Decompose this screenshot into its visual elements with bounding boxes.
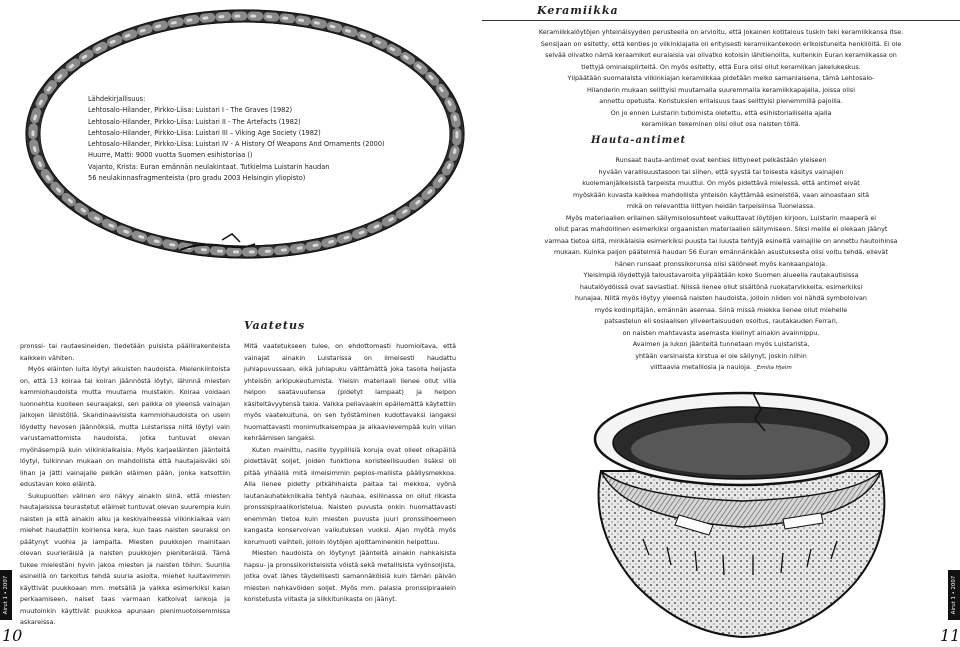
header-rule bbox=[482, 20, 960, 21]
text-line: ollut paras mahdollinen esimerkiksi orgaanisten materiaalien säilymiseen. Siksi meille ei olekaan jäänyt bbox=[554, 225, 888, 233]
text-line-end: viittaavia metalliosia ja nauloja. bbox=[650, 363, 752, 371]
issue-tab bbox=[948, 570, 960, 620]
text-line: yhtään varsinaista kirstua ei ole säilynyt, joskin niihin bbox=[635, 351, 807, 360]
paragraph: Mitä vaatetukseen tulee, on ehdottomasti huomioitava, että vainajat ainakin Luistarissa on ilmeisesti haudattu juhlapuvussaan, eikä juhlapuku välttämättä joka tasolla heijasta yhteisön arkipukeutumista. Yleisin materiaali lienee ollut villa helpon saatavuutensa (pidetyt lampaat) ja helpon käsiteltävyytensä takia. Vaikka pellavaakin epäilemättä käytettiin myös vaatekuituna, on sen työstäminen kudottavaksi langaksi huomattavasti monimutkaisempaa ja aikaavievempää kuin villan kehräämisen langaksi. bbox=[244, 342, 456, 442]
reference-line: Lehtosalo-Hilander, Pirkko-Liisa: Luistari IV - A History Of Weapons And Ornaments (2000) bbox=[88, 140, 385, 149]
text-line: Myös materiaalien erilainen säilymisolosuhteet vaikuttavat löytöjen kirjoon, Luistarin maaperä ei bbox=[565, 213, 877, 222]
issue-label: Airut 1 • 2007 bbox=[951, 575, 957, 615]
text-line: Keramiikkalöytöjen yhteinäisyyden perusteella on arvioitu, että jokainen kotitalous tuskin teki keramiikkansa itse. bbox=[538, 28, 904, 36]
issue-tab bbox=[0, 570, 12, 620]
clay-pot-illustration bbox=[583, 379, 898, 644]
issue-label: Airut 1 • 2007 bbox=[3, 575, 9, 615]
text-line: keramiikan tekeminen olisi ollut osa naisten töitä. bbox=[641, 120, 801, 128]
text-line: kuolemanjälkeisistä tarpeista muuttui. On myös pidettävä mielessä, että antimet eivät bbox=[582, 179, 860, 187]
text-line: Hilanderin mukaan selittyisi muutamalla suuremmalla keramiikkapajalla, joissa olisi bbox=[587, 85, 855, 94]
text-line: selvää olivatko nämä keraamikot euralaisia vai olivatko kotoisin lähitienoilta, kuitenkin Euran keramiikassa on bbox=[545, 51, 897, 59]
text-line: Yleisimpiä löydettyjä taloustavaroita ylipäätään koko Suomen alueella rautakautisissa bbox=[583, 271, 859, 279]
text-line: hautalöydöissä ovat saviastiat. Niissä lienee ollut sisältönä ruokatarvikkeita, esimerkiksi bbox=[579, 282, 863, 291]
paragraph: Miesten haudoista on löytynyt jäänteitä ainakin nahkaisista hapsu- ja pronssikoristeisista vöistä sekä metallisista vyönsoljista, jotka ovat lähes täydellisesti samannäköisiä kuin tämän päivän miesten nahkavöiden soljet. Myös mm. palasia pronssipiraalein koristetusta viitasta ja silkkitunikasta on jäänyt. bbox=[244, 549, 456, 603]
text-line: annettu opetusta. Koristuksien erilaisuus taas selittyisi pienemmillä pajoilla. bbox=[599, 97, 843, 105]
text-line: myöskään kuvasta kaikkea mahdollista yhteisön käyttämää esineistöä, vaan ainoastaan sitä bbox=[572, 190, 870, 199]
text-line: on naisten mahtavasta asemasta kielinyt ainakin avainnippu. bbox=[622, 328, 820, 337]
text-line: varmaa tietoa siitä, minkälaisia esimerkiksi puusta tai luusta tehtyjä esineitä vainajille on annettu hautoihinsa bbox=[544, 236, 898, 245]
text-line: Runsaat hauta-antimet ovat kenties liittyneet pelkästään yleiseen bbox=[615, 156, 827, 164]
paragraph: pronssi- tai rautaesineiden, tiedetään puisista päällirakenteista kaikkein vähiten. bbox=[20, 342, 230, 362]
page-number: 10 bbox=[2, 626, 23, 645]
text-line: hunajaa. Niitä myös löytyy yleensä naisten haudoista, jolloin niiden voi nähdä symboloivan bbox=[575, 294, 867, 302]
author-signature: _Emilia Hjelm bbox=[753, 365, 792, 371]
antimet-paragraph bbox=[482, 155, 960, 375]
reference-line: Lehtosalo-Hilander, Pirkko-Liisa: Luistari II - The Artefacts (1982) bbox=[88, 117, 301, 126]
section-title-vaatetus: Vaatetus bbox=[244, 319, 306, 332]
text-column-1 bbox=[20, 341, 230, 629]
paragraph: Myös eläinten luita löytyi aikuisten haudoista. Mielenkiintoista on, että 13 koiraa tai koiran jäännöstä löytyi, lähinnä miesten kammiohaudoista mutta muutama muistakin. Koiraa voidaan luonnehtia kuolleen seuraajaksi, sen paikka oli yleensä vainajan jalkojen lähistöllä. Skandinaavisista kammiohaudoista on usein löydetty hevosen jäännöksiä, mutta Luistarissa niitä löytyi vain varustamattomista haudoista, jotka tuntuvat olevan myöhäsempiä kuin viikinkiaikaisia. Myös karjaeläinten jäänteitä löytyi, tulkinnan mukaan on mahdollista että hautajaisväki söi lihan ja jätti vainajalle pelkän eläimen pään, jonka katsottiin edustavan koko eläintä. bbox=[20, 365, 230, 488]
reference-line: 56 neulakinnasfragmenteista (pro gradu 2003 Helsingin yliopisto) bbox=[88, 174, 306, 183]
reference-line: Huurre, Matti: 9000 vuotta Suomen esihistoriaa () bbox=[88, 151, 253, 160]
text-line: mikä on relevanttia liittyen heidän tarpeisiinsa Tuonelassa. bbox=[626, 202, 816, 210]
text-line: On jo ennen Luistarin tutkimista oletettu, että esihistoriallisella ajalla bbox=[610, 108, 832, 117]
text-line: tiettyjä ominaispiirteitä. On myös esitetty, että Eura olisi ollut keramiikan jakelukeskus. bbox=[581, 62, 861, 71]
text-column-2 bbox=[244, 341, 456, 606]
text-line: Sensijaan on esitetty, että kenties jo viikinkiajalla oli erityisesti keramiikantekoon erikoistuneita henkilöitä. Ei ole bbox=[540, 39, 902, 48]
section-title-hauta-antimet: Hauta-antimet bbox=[591, 135, 687, 146]
paragraph: Kuten mainittu, nasille tyypillisiä koruja ovat olleet olkapäillä pidettävät soljet, joiden funktiona koristeellisuuden lisäksi oli pitää ylhäällä mitä ilmeisimmin peplos-mallista päällysmekkoa. Alla lienee pidetty pitkähihaista paitaa tai mekkoa, vyönä lautanauhatekniikalla tehtyä nauhaa, esiliinassa on ollut rikasta pronssispiraalikoristelua. Naisten puvusta onkin huomattavasti enemmän tietoa kuin miesten puvusta juuri pronssihoemeen kangasta konservoivan vaikutuksen vuoksi. Ajan myötä myös korumuoti vaihteli, jolloin löytöjen ajoittaminenkin helpottuu. bbox=[244, 445, 456, 546]
reference-line: Lehtosalo-Hilander, Pirkko-Liisa: Luistari III – Viking Age Society (1982) bbox=[88, 128, 321, 137]
intro-paragraph bbox=[482, 27, 960, 131]
paragraph: Sukupuolten välinen ero näkyy ainakin siinä, että miesten hautajaisissa teurastetut eläimet tuntuvat olevan suurempia kuin naisten ja että ainakin alku ja keskivaiheessa viikinkiaikaa vain miehet haudattiin koiriensa kera, kun taas naisten seuraksi on päätynyt vuohia ja lampaita. Miesten puukkojen mainitaan olevan suurieräisiä ja naisten puukkojen pieniteräisiä. Tämä tukee mielestäni hyvin jakoa miesten ja naisten töihin. Suurilla esineillä on tarkoitus tehdä suuria asioita, miehet luultavimmin käyttivät puukkoaan mm. metsällä ja vaikka esimerkiksi kalan perkaamiseen, naiset taas varmaan katkoivat lankoja ja muutoinkin käyttivät puukkoa apunaan pienimuotoisemmissa askareissa. bbox=[20, 491, 230, 626]
page-number: 11 bbox=[940, 626, 960, 645]
text-line: Avaimen ja lukon jäänteitä tunnetaan myös Luistarista, bbox=[632, 340, 810, 348]
text-line: hänen runsaat pronssikorunsa olisi säilöneet myös kankaanpaloja. bbox=[614, 259, 828, 268]
reference-heading: Lähdekirjallisuus: bbox=[88, 95, 146, 103]
text-line bbox=[482, 362, 960, 375]
text-line: mukaan. Kuinka paljon päätelmiä haudan 56 Euran emännänkään asustuksesta olisi voitu tehdä, ellevät bbox=[554, 248, 888, 256]
header-title: Keramiikka bbox=[537, 4, 619, 17]
text-line: myös kodinpitäjän, emännän asemaa. Siinä missä miekka lienee ollut miehelle bbox=[594, 305, 848, 314]
reference-list bbox=[88, 94, 388, 184]
text-line: Ylipäätään suomalaista viikinkiajan keramiikkaa pidetään melko samanlaisena, tämä Lehtosalo- bbox=[567, 74, 875, 82]
left-page bbox=[0, 0, 478, 647]
text-line: patsastelun eli sosiaalisen yliveertaisuuden osoitus, rautakauden Ferrari, bbox=[604, 317, 838, 325]
reference-line: Lehtosalo-Hilander, Pirkko-Liisa: Luistari I - The Graves (1982) bbox=[88, 106, 293, 115]
reference-line: Vajanto, Krista: Euran emännän neulakintaat. Tutkielma Luistarin haudan bbox=[88, 162, 330, 171]
text-line: hyvään varallisuustasoon tai siihen, että syystä tai toisesta käsitys vainajien bbox=[598, 167, 844, 176]
